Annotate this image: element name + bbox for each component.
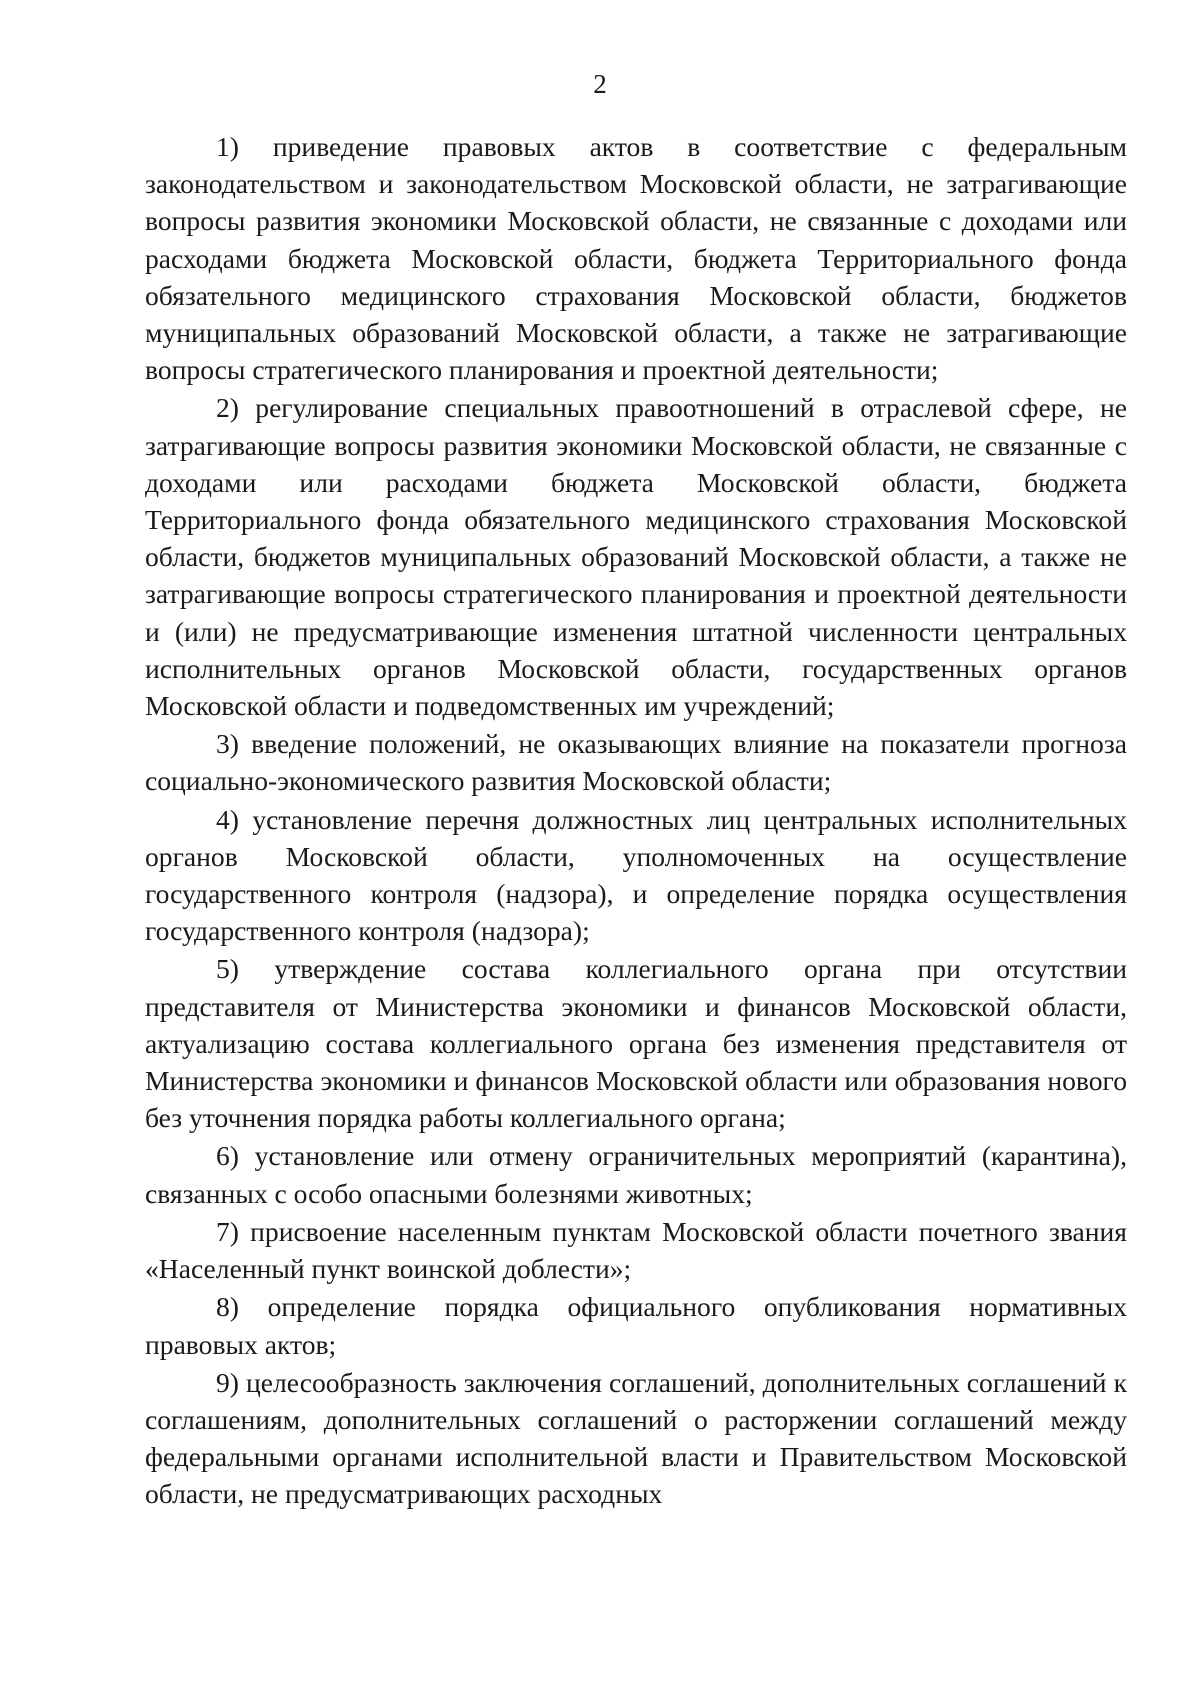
document-body: [145, 128, 1127, 1513]
list-item-5: 5) утверждение состава коллегиального органа при отсутствии представителя от Министерства экономики и финансов Московской области, актуализацию состава коллегиального органа без изменения представителя от Министерства экономики и финансов Московской области или образования нового без уточнения порядка работы коллегиального органа;: [145, 953, 1127, 1134]
list-item-6: 6) установление или отмену ограничительных мероприятий (карантина), связанных с особо опасными болезнями животных;: [145, 1140, 1127, 1209]
page-number: 2: [593, 69, 607, 99]
list-item-8: 8) определение порядка официального опубликования нормативных правовых актов;: [145, 1291, 1127, 1360]
list-item-3: 3) введение положений, не оказывающих влияние на показатели прогноза социально-экономического развития Московской области;: [145, 728, 1127, 797]
list-item-2: 2) регулирование специальных правоотношений в отраслевой сфере, не затрагивающие вопросы развития экономики Московской области, не связанные с доходами или расходами бюджета Московской области, бюджета Территориального фонда обязательного медицинского страхования Московской области, бюджетов муниципальных образований Московской области, а также не затрагивающие вопросы стратегического планирования и проектной деятельности и (или) не предусматривающие изменения штатной численности центральных исполнительных органов Московской области, государственных органов Московской области и подведомственных им учреждений;: [145, 392, 1127, 722]
list-item-4: 4) установление перечня должностных лиц центральных исполнительных органов Московской области, уполномоченных на осуществление государственного контроля (надзора), и определение порядка осуществления государственного контроля (надзора);: [145, 803, 1127, 947]
list-item-9: 9) целесообразность заключения соглашений, дополнительных соглашений к соглашениям, дополнительных соглашений о расторжении соглашений между федеральными органами исполнительной власти и Правительством Московской области, не предусматривающих расходных: [145, 1366, 1127, 1510]
list-item-1: 1) приведение правовых актов в соответствие с федеральным законодательством и законодательством Московской области, не затрагивающие вопросы развития экономики Московской области, не связанные с доходами или расходами бюджета Московской области, бюджета Территориального фонда обязательного медицинского страхования Московской области, бюджетов муниципальных образований Московской области, а также не затрагивающие вопросы стратегического планирования и проектной деятельности;: [145, 131, 1127, 386]
list-item-7: 7) присвоение населенным пунктам Московской области почетного звания «Населенный пункт воинской доблести»;: [145, 1215, 1127, 1285]
